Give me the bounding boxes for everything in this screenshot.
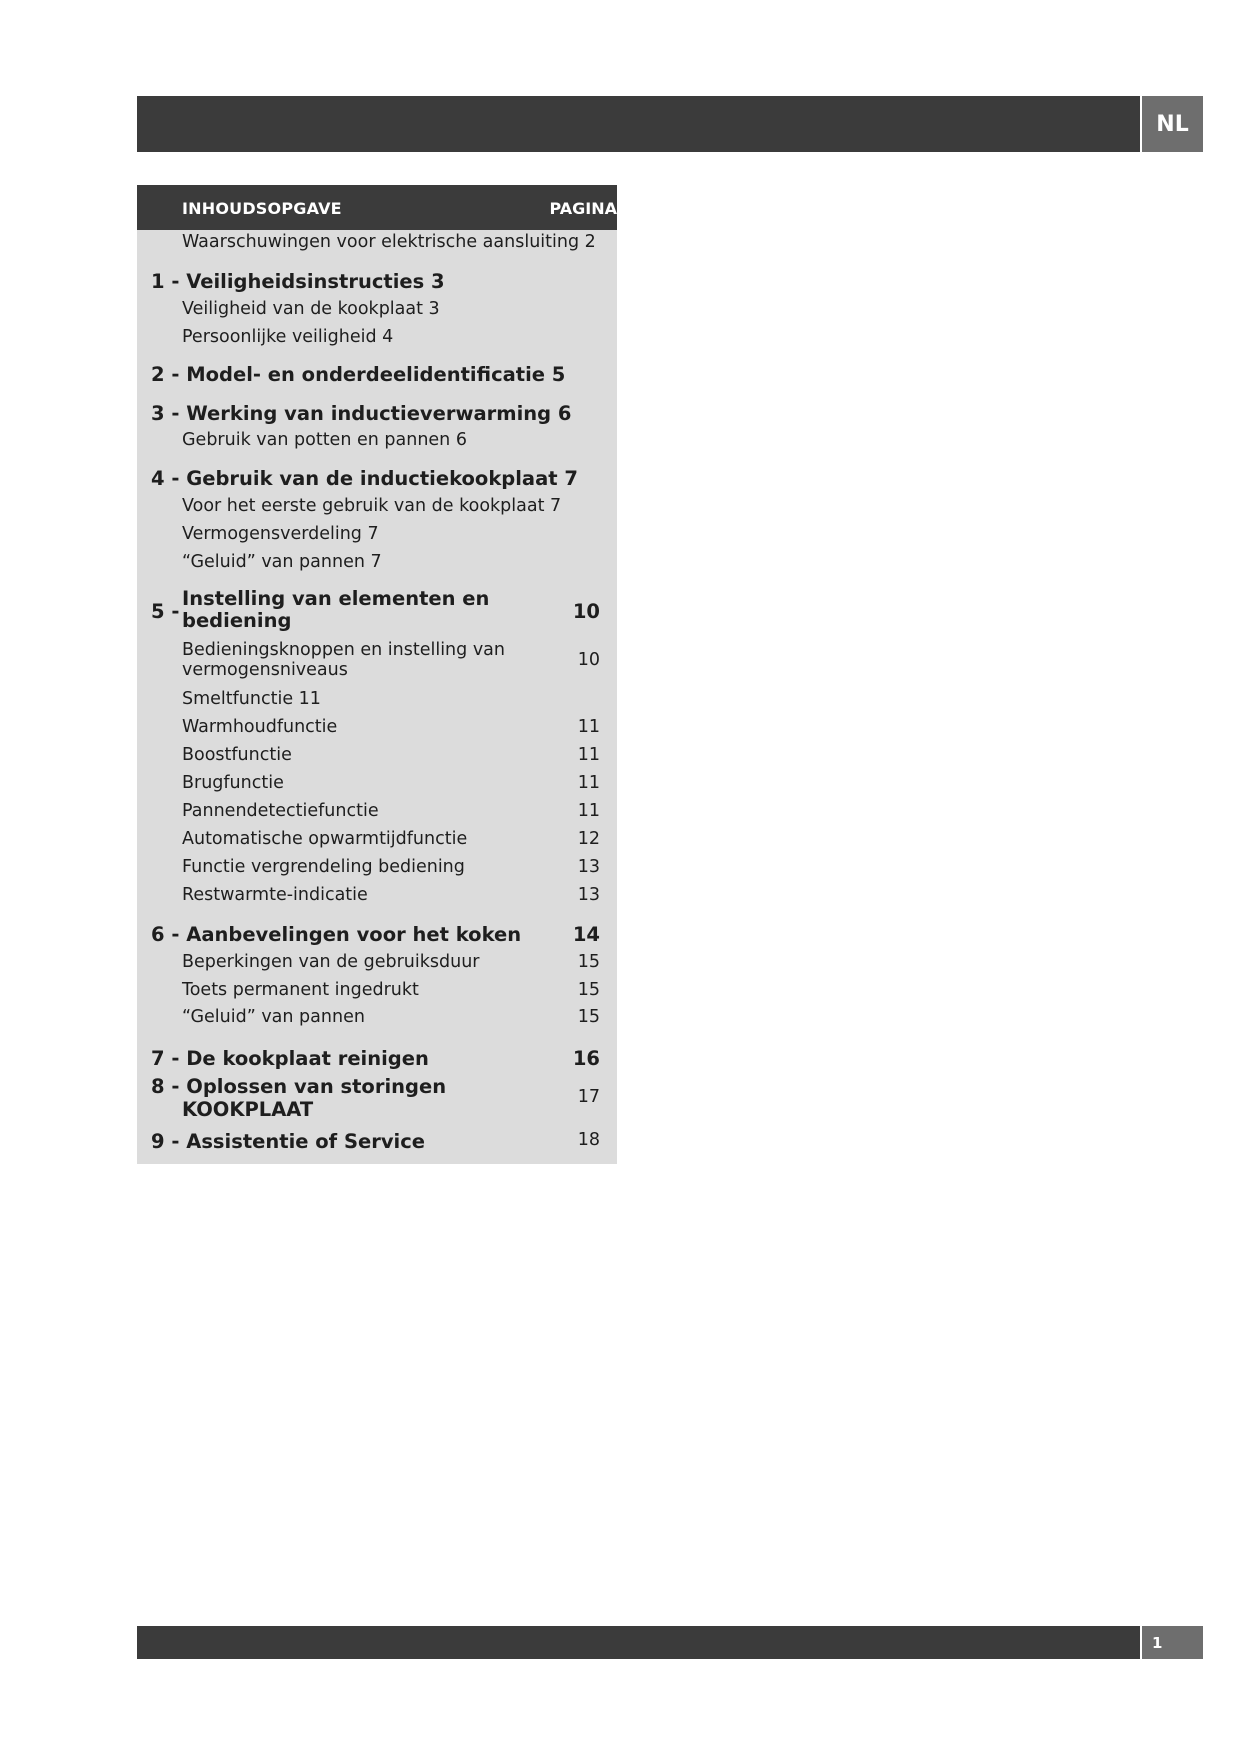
table-of-contents: INHOUDSOPGAVE PAGINA Waarschuwingen voor elektrische aansluiting 2 1 - Veiligheidsinstructies 3 Veiligheid van de kookplaat 3 Persoonlijke veiligheid 4 2 - Model- en onderdeelidentificatie 5 3 - Werking van inductieverwarming 6 Gebruik van potten en pannen 6 4 - Gebruik van de inductiekookplaat 7 Voor het eerste gebruik van de kookplaat 7 Vermogensverdeling 7 “Geluid” van pannen 7 5 - Instelling van elementen en bediening 10 Bedieningsknoppen en instelling van vermogensniveaus 10 Smeltfunctie 11 Warmhoudfunctie 11 Boostfunctie 11 Brugfunctie 11 Pannendetectiefunctie 11 Automatische opwarmtijdfunctie 12 Functie vergrendeling bediening 13 Restwarmte-indicatie 13 6 - Aanbevelingen voor het koken 14 Beperkingen van de gebruiksduur 15 Toets permanent ingedrukt 15 “Geluid” van pannen 15 7 - De kookplaat reinigen 16 8 - Oplossen van storingen KOOKPLAAT 17 9 - Assistentie of Service 18 — [137, 185, 617, 1164]
toc-page-column-label: PAGINA — [549, 199, 617, 218]
toc-title: INHOUDSOPGAVE — [182, 199, 342, 218]
page-number: 1 — [1142, 1626, 1203, 1659]
toc-header — [137, 185, 617, 230]
header-bar — [137, 96, 1140, 152]
toc-chapter: 5 - Instelling van elementen en bediening 10 — [151, 587, 600, 632]
footer-bar — [137, 1626, 1140, 1659]
toc-chapter: 8 - Oplossen van storingen KOOKPLAAT 17 — [151, 1075, 600, 1121]
toc-entry: Bedieningsknoppen en instelling van vermogensniveaus 10 — [182, 640, 600, 680]
language-tab: NL — [1142, 96, 1203, 152]
